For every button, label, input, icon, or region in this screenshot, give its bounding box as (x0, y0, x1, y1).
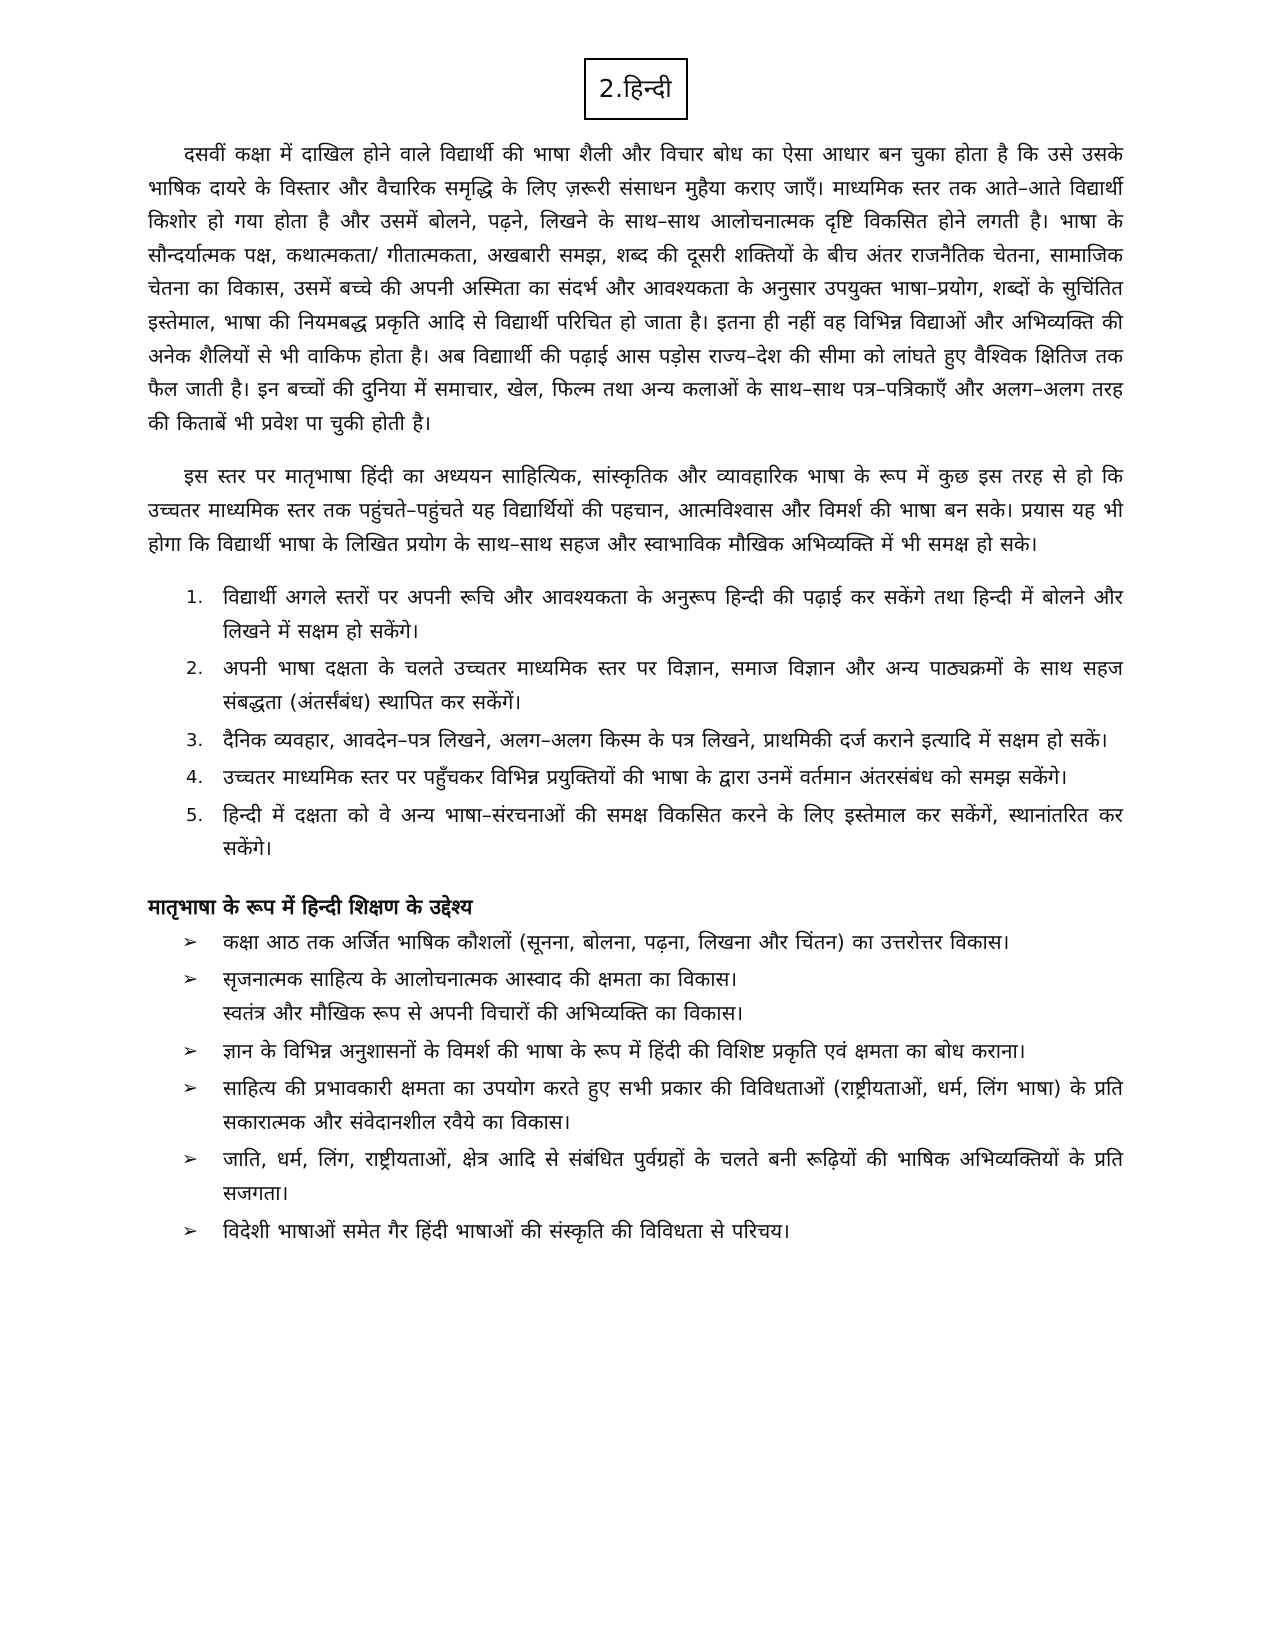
list-item-text: अपनी भाषा दक्षता के चलते उच्चतर माध्यमिक स्तर पर विज्ञान, समाज विज्ञान और अन्य पाठ्यक्रमों के साथ सहज संबद्धता (अंतर्संबंध) स्थापित कर सकेंगें। (223, 656, 1123, 714)
list-number: 5. (186, 804, 204, 826)
list-item-text: विद्यार्थी अगले स्तरों पर अपनी रूचि और आवश्यकता के अनुरूप हिन्दी की पढ़ाई कर सकेंगे तथा हिन्दी में बोलने और लिखने में सक्षम हो सकेंगे। (223, 585, 1123, 643)
list-item-text: हिन्दी में दक्षता को वे अन्य भाषा–संरचनाओं की समक्ष विकसित करने के लिए इस्तेमाल कर सकेंगें, स्थानांतरित कर सकेंगे। (223, 802, 1123, 861)
list-item (148, 1143, 1123, 1210)
list-item-text: सृजनात्मक साहित्य के आलोचनात्मक आस्वाद की क्षमता का विकास। (223, 967, 738, 992)
arrow-bullet-icon: ➢ (182, 1077, 198, 1100)
list-number: 3. (186, 729, 204, 751)
list-item (148, 724, 1123, 758)
intro-paragraph: दसवीं कक्षा में दाखिल होने वाले विद्यार्थी की भाषा शैली और विचार बोध का ऐसा आधार बन चुका होता है कि उसे उसके भाषिक दायरे के विस्तार और वैचारिक समृद्धि के लिए ज़रूरी संसाधन मुहैया कराए जाएँ। माध्यमिक स्तर तक आते–आते विद्यार्थी किशोर हो गया होता है और उसमें बोलने, पढ़ने, लिखने के साथ–साथ आलोचनात्मक दृष्टि विकसित होने लगती है। भाषा के सौन्दर्यात्मक पक्ष, कथात्मकता/ गीतात्मकता, अखबारी समझ, शब्द की दूसरी शक्तियों के बीच अंतर राजनैतिक चेतना, सामाजिक चेतना का विकास, उसमें बच्चे की अपनी अस्मिता का संदर्भ और आवश्यकता के अनुसार उपयुक्त भाषा–प्रयोग, शब्दों के सुचिंतित इस्तेमाल, भाषा की नियमबद्ध प्रकृति आदि से विद्यार्थी परिचित हो जाता है। इतना ही नहीं वह विभिन्न विद्याओं और अभिव्यक्ति की अनेक शैलियों से भी वाकिफ होता है। अब विद्याार्थी की पढ़ाई आस पड़ोस राज्य–देश की सीमा को लांघते हुए वैश्विक क्षितिज तक फैल जाती है। इन बच्चों की दुनिया में समाचार, खेल, फिल्म तथा अन्य कलाओं के साथ–साथ पत्र–पत्रिकाएँ और अलग–अलग तरह की किताबें भी प्रवेश पा चुकी होती है। (148, 142, 1123, 435)
list-item (148, 1072, 1123, 1139)
arrow-bullet-icon: ➢ (182, 1219, 198, 1242)
list-item-text: उच्चतर माध्यमिक स्तर पर पहुँचकर विभिन्न प्रयुक्तियों की भाषा के द्वारा उनमें वर्तमान अंतरसंबंध को समझ सकेंगे। (223, 765, 1068, 790)
list-number: 2. (186, 658, 204, 680)
objectives-list (148, 926, 1123, 1248)
list-item-text: स्वतंत्र और मौखिक रूप से अपनी विचारों की अभिव्यक्ति का विकास। (223, 1001, 744, 1026)
arrow-bullet-icon: ➢ (182, 930, 198, 953)
list-item (148, 581, 1123, 648)
list-item (148, 926, 1123, 960)
list-item-text: साहित्य की प्रभावकारी क्षमता का उपयोग करते हुए सभी प्रकार की विविधताओं (राष्ट्रीयताओं, धर्म, लिंग भाषा) के प्रति सकारात्मक और संवेदानशील रवैये का विकास। (223, 1076, 1123, 1134)
list-item-text: ज्ञान के विभिन्न अनुशासनों के विमर्श की भाषा के रूप में हिंदी की विशिष्ट प्रकृति एवं क्षमता का बोध कराना। (223, 1038, 1026, 1063)
list-number: 4. (186, 767, 204, 789)
section-heading: मातृभाषा के रूप में हिन्दी शिक्षण के उद्देश्य (148, 894, 473, 919)
list-item (148, 652, 1123, 719)
page-title: 2.हिन्दी (584, 58, 688, 120)
list-item (148, 761, 1123, 795)
list-item (148, 963, 1123, 1030)
list-item-text: कक्षा आठ तक अर्जित भाषिक कौशलों (सूनना, बोलना, पढ़ना, लिखना और चिंतन) का उत्तरोत्तर विकास। (223, 929, 1010, 954)
arrow-bullet-icon: ➢ (182, 1148, 198, 1171)
list-item (148, 1035, 1123, 1069)
arrow-bullet-icon: ➢ (182, 968, 198, 991)
list-item (148, 1215, 1123, 1249)
outcomes-list (148, 581, 1123, 866)
intro-paragraph: इस स्तर पर मातृभाषा हिंदी का अध्ययन साहित्यिक, सांस्कृतिक और व्यावहारिक भाषा के रूप में कुछ इस तरह से हो कि उच्चतर माध्यमिक स्तर तक पहुंचते–पहुंचते यह विद्यार्थियों की पहचान, आत्मविश्वास और विमर्श की भाषा बन सके। प्रयास यह भी होगा कि विद्यार्थी भाषा के लिखित प्रयोग के साथ–साथ सहज और स्वाभाविक मौखिक अभिव्यक्ति में भी समक्ष हो सके। (148, 464, 1123, 556)
list-item-text: दैनिक व्यवहार, आवदेन–पत्र लिखने, अलग–अलग किस्म के पत्र लिखने, प्राथमिकी दर्ज कराने इत्यादि में सक्षम हो सकें। (223, 727, 1108, 752)
list-item-text: जाति, धर्म, लिंग, राष्ट्रीयताओं, क्षेत्र आदि से संबंधित पुर्वग्रहों के चलते बनी रूढ़ियों की भाषिक अभिव्यक्तियों के प्रति सजगता। (223, 1147, 1123, 1206)
list-item (148, 799, 1123, 866)
arrow-bullet-icon: ➢ (182, 1039, 198, 1062)
list-item-text: विदेशी भाषाओं समेत गैर हिंदी भाषाओं की संस्कृति की विविधता से परिचय। (223, 1218, 790, 1243)
document-page (148, 58, 1123, 1252)
list-number: 1. (186, 587, 204, 609)
